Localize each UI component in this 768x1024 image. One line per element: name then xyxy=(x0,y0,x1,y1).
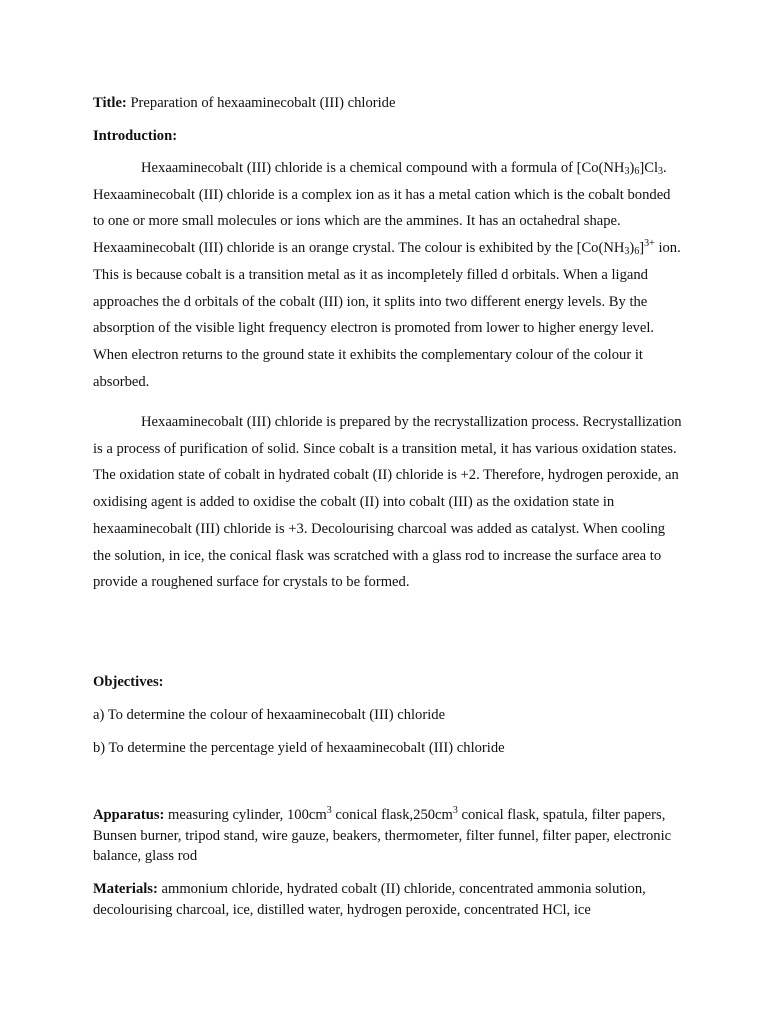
introduction-heading: Introduction: xyxy=(93,128,178,144)
document-page xyxy=(93,0,683,1024)
materials-section: Materials: ammonium chloride, hydrated cobalt (II) chloride, concentrated ammonia solution, decolourising charcoal, ice, distilled water, hydrogen peroxide, concentrated HCl, ice xyxy=(93,881,646,918)
title-text: Preparation of hexaaminecobalt (III) chloride xyxy=(130,95,396,111)
objective-item: a) To determine the colour of hexaaminecobalt (III) chloride xyxy=(93,707,446,723)
objectives-heading: Objectives: xyxy=(93,674,164,690)
introduction-paragraph-1: Hexaaminecobalt (III) chloride is a chemical compound with a formula of $[Co(NH_3)_6]Cl_3$. Hexaaminecobalt (III) chloride is a complex ion as it has a metal cation which is the cobalt bonded to one or more small molecules or ions which are the ammines. It has an octahedral shape. Hexaaminecobalt (III) chloride is an orange crystal. The colour is exhibited by the $[Co(NH_3)_6]^{3+}$ ion. This is because cobalt is a transition metal as it as incompletely filled d orbitals. When a ligand approaches the d orbitals of the cobalt (III) ion, it splits into two different energy levels. By the absorption of the visible light frequency electron is promoted from lower to higher energy level. When electron returns to the ground state it exhibits the complementary colour of the colour it absorbed. xyxy=(93,160,681,390)
document-title xyxy=(93,93,683,113)
apparatus-label: Apparatus: xyxy=(93,807,165,823)
objective-item: b) To determine the percentage yield of hexaaminecobalt (III) chloride xyxy=(93,740,505,756)
title-label: Title: xyxy=(93,95,127,111)
materials-label: Materials: xyxy=(93,881,158,897)
apparatus-section: Apparatus: measuring cylinder, $100cm^3$ conical $flask,250cm^3$ conical flask, spatula, filter papers, Bunsen burner, tripod stand, wire gauze, beakers, thermometer, filter funnel, filter paper, electronic balance, glass rod xyxy=(93,805,672,864)
introduction-paragraph-2: Hexaaminecobalt (III) chloride is prepared by the recrystallization process. Recrystallization is a process of purification of solid. Since cobalt is a transition metal, it has various oxidation states. The oxidation state of cobalt in hydrated cobalt (II) chloride is +2. Therefore, hydrogen peroxide, an oxidising agent is added to oxidise the cobalt (II) into cobalt (III) as the oxidation state in hexaaminecobalt (III) chloride is +3. Decolourising charcoal was added as catalyst. When cooling the solution, in ice, the conical flask was scratched with a glass rod to increase the surface area to provide a roughened surface for crystals to be formed. xyxy=(93,414,682,591)
